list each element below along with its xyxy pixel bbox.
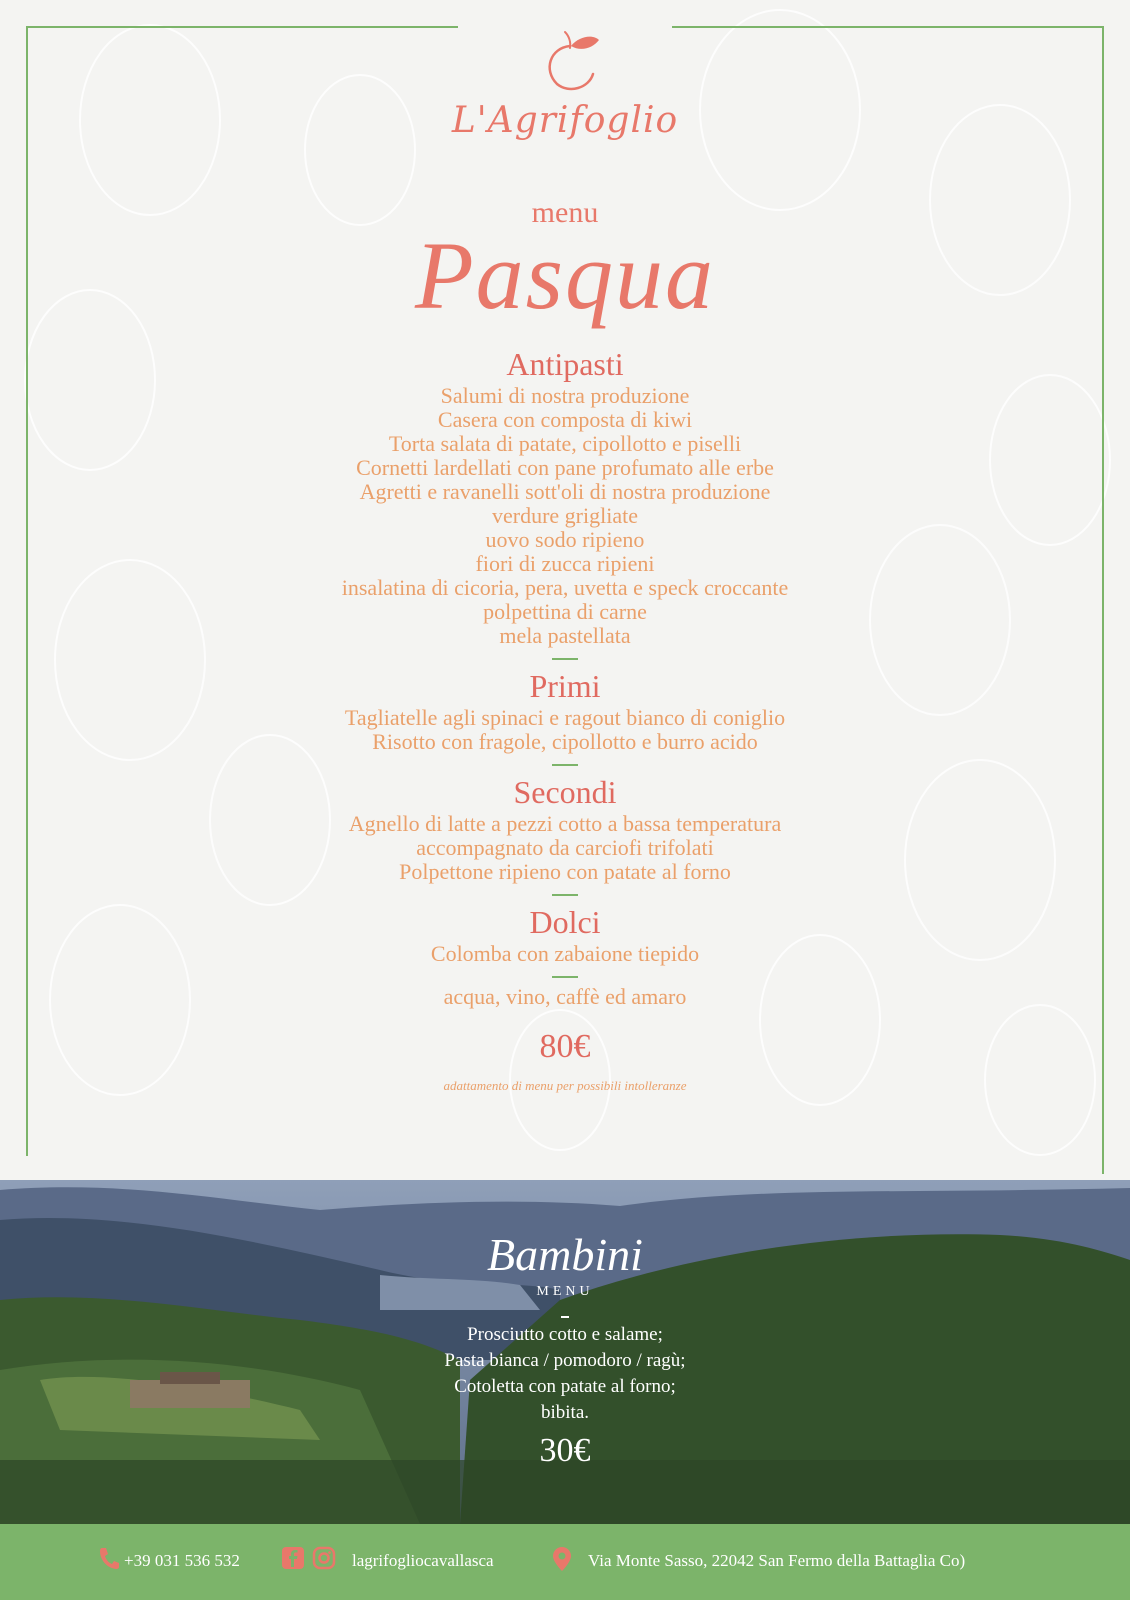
- menu-item: insalatina di cicoria, pera, uvetta e speck croccante: [341, 575, 789, 600]
- page-title: Pasqua: [415, 222, 715, 329]
- menu-item: fiori di zucca ripieni: [475, 551, 655, 576]
- menu-item: Agnello di latte a pezzi cotto a bassa temperatura: [348, 811, 782, 836]
- menu-item: Salumi di nostra produzione: [440, 383, 690, 408]
- menu-item: mela pastellata: [499, 623, 631, 648]
- frame-right: [1102, 26, 1104, 1174]
- kids-menu-item: Cotoletta con patate al forno;: [454, 1376, 676, 1397]
- intolerance-note: adattamento di menu per possibili intolleranze: [443, 1078, 687, 1093]
- menu-item: Casera con composta di kiwi: [437, 407, 693, 432]
- kids-menu-price: 30€: [539, 1432, 591, 1469]
- menu-item: polpettina di carne: [483, 599, 647, 624]
- section-title: Antipasti: [506, 346, 624, 382]
- footer-bar: [0, 1524, 1130, 1600]
- instagram-icon[interactable]: [312, 1546, 336, 1570]
- menu-content: [200, 344, 930, 1094]
- menu-item: Torta salata di patate, cipollotto e piselli: [388, 431, 742, 456]
- menu-item: accompagnato da carciofi trifolati: [416, 835, 714, 860]
- section-title: Primi: [529, 668, 601, 704]
- phone-number[interactable]: +39 031 536 532: [124, 1551, 240, 1570]
- address[interactable]: Via Monte Sasso, 22042 San Fermo della Battaglia Co): [588, 1551, 966, 1570]
- kids-menu-item: Prosciutto cotto e salame;: [467, 1324, 663, 1345]
- section-dolci: [200, 902, 930, 966]
- menu-item: Tagliatelle agli spinaci e ragout bianco di coniglio: [344, 705, 786, 730]
- leaf-logo-icon: [535, 22, 605, 102]
- menu-item: uovo sodo ripieno: [485, 527, 645, 552]
- section-secondi: [200, 772, 930, 884]
- menu-item: Risotto con fragole, cipollotto e burro acido: [372, 729, 758, 754]
- kids-menu-item: bibita.: [540, 1402, 590, 1423]
- section-title: Dolci: [529, 904, 601, 940]
- kids-menu-subtitle: MENU: [536, 1284, 594, 1299]
- section-divider: [552, 658, 578, 660]
- section-antipasti: [200, 344, 930, 648]
- section-primi: [200, 666, 930, 754]
- menu-price: 80€: [539, 1028, 591, 1065]
- brand-logo-text: L'Agrifoglio: [451, 100, 679, 141]
- section-title: Secondi: [513, 774, 617, 810]
- facebook-icon[interactable]: [281, 1546, 305, 1570]
- included-drinks: acqua, vino, caffè ed amaro: [443, 984, 687, 1009]
- menu-item: verdure grigliate: [492, 503, 638, 528]
- kids-menu-title: Bambini: [487, 1229, 643, 1280]
- frame-top-left: [26, 26, 458, 28]
- phone-icon: [98, 1546, 120, 1570]
- kids-divider: [561, 1316, 569, 1318]
- menu-item: Colomba con zabaione tiepido: [430, 941, 700, 966]
- frame-top-right: [672, 26, 1104, 28]
- menu-label: menu: [531, 196, 599, 229]
- menu-item: Agretti e ravanelli sott'oli di nostra produzione: [359, 479, 771, 504]
- section-divider: [552, 764, 578, 766]
- kids-menu-items: [365, 1322, 765, 1426]
- location-pin-icon: [552, 1546, 572, 1572]
- kids-menu-item: Pasta bianca / pomodoro / ragù;: [444, 1350, 686, 1371]
- social-handle[interactable]: lagrifogliocavallasca: [352, 1551, 494, 1570]
- menu-item: Cornetti lardellati con pane profumato alle erbe: [356, 455, 774, 480]
- section-divider: [552, 894, 578, 896]
- frame-left: [26, 26, 28, 1156]
- section-divider: [552, 976, 578, 978]
- menu-item: Polpettone ripieno con patate al forno: [399, 859, 731, 884]
